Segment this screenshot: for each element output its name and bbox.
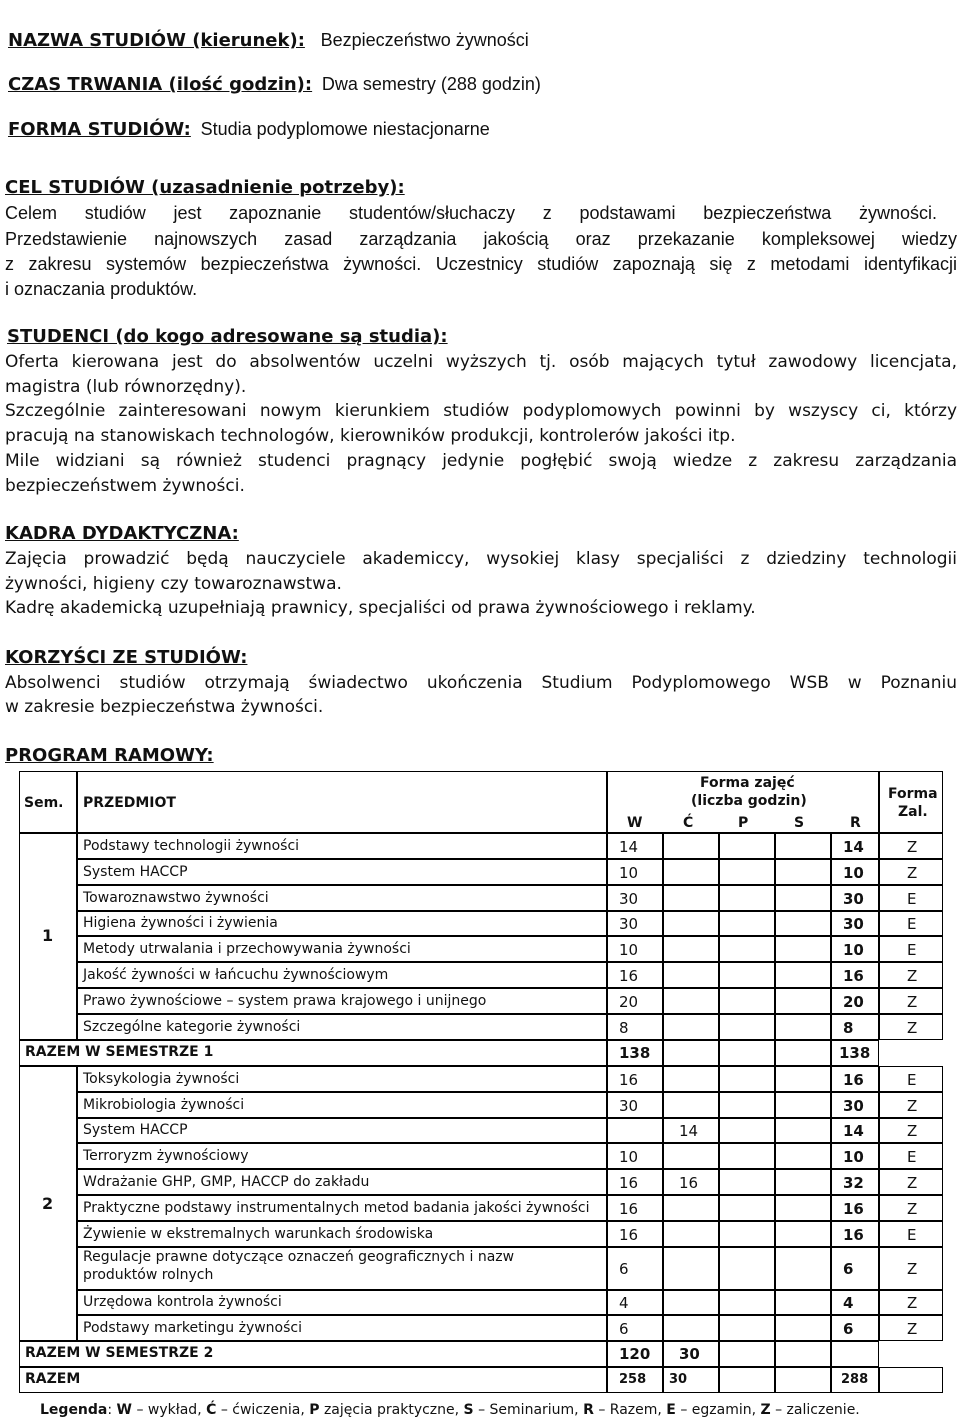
sem2-total-w: 120 bbox=[619, 1345, 651, 1363]
sem1-row-5-subject: Jakość żywności w łańcuchu żywnościowym bbox=[83, 967, 389, 983]
staff-line-2: żywności, higieny czy towaroznawstwa. bbox=[5, 574, 342, 594]
sem1-row-1-p-cell bbox=[719, 859, 775, 885]
sem2-total-p-cell bbox=[719, 1341, 775, 1367]
sem2-row-4-c: 16 bbox=[679, 1174, 699, 1192]
sem2-row-9-w-cell bbox=[607, 1315, 663, 1341]
sem2-row-1-r-cell bbox=[831, 1092, 879, 1118]
sem1-row-3-r: 30 bbox=[843, 915, 864, 933]
sem1-row-6-s-cell bbox=[775, 988, 831, 1014]
form-row bbox=[8, 119, 490, 140]
sem2-row-0-w-cell bbox=[607, 1066, 663, 1092]
sem1-row-4-r-cell bbox=[831, 936, 879, 962]
sem1-row-2-p-cell bbox=[719, 885, 775, 911]
sem2-row-7-s-cell bbox=[775, 1247, 831, 1290]
forms-header-1: Forma zajęć bbox=[700, 775, 795, 791]
grand-total-r-cell bbox=[831, 1367, 879, 1393]
grand-total-p-cell bbox=[719, 1367, 775, 1393]
students-line-1: Oferta kierowana jest do absolwentów uczelni wyższych tj. osób mających tytuł zawodowy licencjata, bbox=[5, 352, 957, 372]
sem1-row-0-w-cell bbox=[607, 833, 663, 859]
sem1-total-r-cell bbox=[831, 1040, 879, 1066]
sem2-row-1-subject: Mikrobiologia żywności bbox=[83, 1097, 245, 1113]
sem2-row-3-w: 10 bbox=[619, 1148, 639, 1166]
sem1-row-5-zal: Z bbox=[907, 967, 918, 985]
sem1-row-4-w: 10 bbox=[619, 941, 639, 959]
sem2-row-5-zal-cell bbox=[879, 1195, 943, 1221]
sem2-row-5-w: 16 bbox=[619, 1200, 639, 1218]
benefits-line-2: w zakresie bezpieczeństwa żywności. bbox=[5, 697, 324, 717]
sem1-row-7-s-cell bbox=[775, 1014, 831, 1040]
sem2-row-2-c-cell bbox=[663, 1118, 719, 1143]
sem2-row-5-zal: Z bbox=[907, 1200, 918, 1218]
sem2-row-9-s-cell bbox=[775, 1315, 831, 1341]
sem2-row-5-subject: Praktyczne podstawy instrumentalnych metod badania jakości żywności bbox=[83, 1200, 590, 1216]
sem2-row-4-zal: Z bbox=[907, 1174, 918, 1192]
sem1-row-6-zal: Z bbox=[907, 993, 918, 1011]
sem1-row-1-r: 10 bbox=[843, 864, 864, 882]
sem1-row-0-zal-cell bbox=[879, 833, 943, 859]
sem1-row-7-c-cell bbox=[663, 1014, 719, 1040]
zal-header-cell bbox=[879, 771, 943, 833]
sem1-row-0-s-cell bbox=[775, 833, 831, 859]
sem2-row-2-w-cell bbox=[607, 1118, 663, 1143]
sem2-row-4-w: 16 bbox=[619, 1174, 639, 1192]
legend-z-text: – zaliczenie. bbox=[775, 1402, 860, 1418]
sem1-row-7-w: 8 bbox=[619, 1019, 629, 1037]
sem2-row-3-r: 10 bbox=[843, 1148, 864, 1166]
sem1-row-6-w: 20 bbox=[619, 993, 639, 1011]
sem1-row-0-r-cell bbox=[831, 833, 879, 859]
grand-total-label: RAZEM bbox=[25, 1371, 81, 1387]
sem2-row-1-w-cell bbox=[607, 1092, 663, 1118]
legend-label: Legenda bbox=[40, 1402, 108, 1418]
sem1-row-4-c-cell bbox=[663, 936, 719, 962]
sem1-row-2-zal-cell bbox=[879, 885, 943, 911]
sem2-row-6-zal: E bbox=[907, 1226, 917, 1244]
staff-label: KADRA DYDAKTYCZNA: bbox=[5, 523, 239, 544]
sem1-total-w-cell bbox=[607, 1040, 663, 1066]
sem1-row-1-w-cell bbox=[607, 859, 663, 885]
sem2-row-7-w-cell bbox=[607, 1247, 663, 1290]
sem2-row-1-w: 30 bbox=[619, 1097, 639, 1115]
sem2-row-0-r-cell bbox=[831, 1066, 879, 1092]
sem1-row-2-subject: Towaroznawstwo żywności bbox=[83, 890, 269, 906]
legend-z-key: Z bbox=[760, 1402, 771, 1418]
sem2-row-2-r: 14 bbox=[843, 1122, 864, 1140]
sem1-row-3-zal: E bbox=[907, 915, 917, 933]
sem2-row-7-r-cell bbox=[831, 1247, 879, 1290]
name-row bbox=[8, 30, 529, 51]
sem1-total-label: RAZEM W SEMESTRZE 1 bbox=[25, 1044, 214, 1060]
form-label: FORMA STUDIÓW: bbox=[8, 119, 191, 140]
sem2-row-6-r-cell bbox=[831, 1221, 879, 1247]
sem2-row-0-subject-cell bbox=[77, 1066, 607, 1092]
sem2-row-6-r: 16 bbox=[843, 1226, 864, 1244]
sem2-row-1-subject-cell bbox=[77, 1092, 607, 1118]
sem2-row-5-c-cell bbox=[663, 1195, 719, 1221]
sem1-row-7-w-cell bbox=[607, 1014, 663, 1040]
sem2-row-4-r-cell bbox=[831, 1169, 879, 1195]
sem1-row-5-p-cell bbox=[719, 962, 775, 988]
grand-total-w: 258 bbox=[619, 1372, 647, 1387]
sem2-row-6-subject-cell bbox=[77, 1221, 607, 1247]
legend-c-text: – ćwiczenia, bbox=[220, 1402, 305, 1418]
sem2-row-9-w: 6 bbox=[619, 1320, 629, 1338]
sem2-row-7-subject-1: Regulacje prawne dotyczące oznaczeń geograficznych i nazw bbox=[83, 1249, 515, 1265]
sem1-row-4-s-cell bbox=[775, 936, 831, 962]
sem2-row-9-subject: Podstawy marketingu żywności bbox=[83, 1320, 303, 1336]
sem2-row-8-subject-cell bbox=[77, 1290, 607, 1315]
sem2-row-3-p-cell bbox=[719, 1143, 775, 1169]
sem2-row-3-s-cell bbox=[775, 1143, 831, 1169]
sem2-row-8-p-cell bbox=[719, 1290, 775, 1315]
sem2-row-1-zal-cell bbox=[879, 1092, 943, 1118]
goal-line-1: Celem studiów jest zapoznanie studentów/słuchaczy z podstawami bezpieczeństwa żywności. bbox=[5, 203, 937, 223]
sem1-row-0-c-cell bbox=[663, 833, 719, 859]
sem2-total-w-cell bbox=[607, 1341, 663, 1367]
sem2-row-5-subject-cell bbox=[77, 1195, 607, 1221]
sem2-row-2-zal: Z bbox=[907, 1122, 918, 1140]
sem2-total-c-cell bbox=[663, 1341, 719, 1367]
sem1-total-label-cell bbox=[19, 1040, 607, 1066]
program-label: PROGRAM RAMOWY: bbox=[5, 745, 214, 766]
staff-line-3: Kadrę akademicką uzupełniają prawnicy, specjaliści od prawa żywnościowego i reklamy. bbox=[5, 598, 756, 618]
legend-c-key: Ć bbox=[206, 1402, 217, 1418]
sem2-row-0-c-cell bbox=[663, 1066, 719, 1092]
sem1-total-s-cell bbox=[775, 1040, 831, 1066]
sem2-row-5-r-cell bbox=[831, 1195, 879, 1221]
sem1-row-4-subject-cell bbox=[77, 936, 607, 962]
sem2-row-9-p-cell bbox=[719, 1315, 775, 1341]
sem2-row-2-subject: System HACCP bbox=[83, 1122, 188, 1138]
sem2-row-5-s-cell bbox=[775, 1195, 831, 1221]
sem2-total-s-cell bbox=[775, 1341, 831, 1367]
sem1-row-5-zal-cell bbox=[879, 962, 943, 988]
zal-header-2: Zal. bbox=[898, 804, 928, 820]
sem1-row-6-subject: Prawo żywnościowe – system prawa krajowego i unijnego bbox=[83, 993, 487, 1009]
sem2-row-6-subject: Żywienie w ekstremalnych warunkach środowiska bbox=[83, 1226, 434, 1242]
sem2-row-1-zal: Z bbox=[907, 1097, 918, 1115]
sem1-row-5-w: 16 bbox=[619, 967, 639, 985]
sem2-row-7-p-cell bbox=[719, 1247, 775, 1290]
sem1-number: 1 bbox=[42, 926, 54, 946]
sem2-row-5-r: 16 bbox=[843, 1200, 864, 1218]
grand-total-c-cell bbox=[663, 1367, 719, 1393]
sem2-row-6-w-cell bbox=[607, 1221, 663, 1247]
sem1-row-6-r-cell bbox=[831, 988, 879, 1014]
forms-header-cell bbox=[607, 771, 879, 833]
legend-e-text: – egzamin, bbox=[680, 1402, 757, 1418]
sem2-row-9-subject-cell bbox=[77, 1315, 607, 1341]
sem1-row-0-p-cell bbox=[719, 833, 775, 859]
sem2-row-3-r-cell bbox=[831, 1143, 879, 1169]
sem2-total-r-cell bbox=[831, 1341, 879, 1367]
sem2-row-0-s-cell bbox=[775, 1066, 831, 1092]
sem1-row-3-w-cell bbox=[607, 911, 663, 936]
sem1-row-0-r: 14 bbox=[843, 838, 864, 856]
sem1-row-1-w: 10 bbox=[619, 864, 639, 882]
sem2-row-1-s-cell bbox=[775, 1092, 831, 1118]
sem1-row-2-r-cell bbox=[831, 885, 879, 911]
students-line-2: magistra (lub równorzędny). bbox=[5, 377, 247, 397]
sem1-row-3-c-cell bbox=[663, 911, 719, 936]
subject-header-cell bbox=[77, 771, 607, 833]
p-header: P bbox=[738, 815, 749, 831]
grand-total-c: 30 bbox=[669, 1372, 688, 1387]
legend-w-key: W bbox=[116, 1402, 132, 1418]
sem1-row-2-r: 30 bbox=[843, 890, 864, 908]
subject-header: PRZEDMIOT bbox=[83, 795, 176, 811]
sem1-row-1-zal-cell bbox=[879, 859, 943, 885]
sem2-row-4-r: 32 bbox=[843, 1174, 864, 1192]
sem2-row-4-zal-cell bbox=[879, 1169, 943, 1195]
sem2-row-6-w: 16 bbox=[619, 1226, 639, 1244]
sem1-row-1-subject-cell bbox=[77, 859, 607, 885]
sem2-row-7-c-cell bbox=[663, 1247, 719, 1290]
c-header: Ć bbox=[683, 815, 694, 831]
sem2-row-7-zal: Z bbox=[907, 1260, 918, 1278]
sem1-row-6-c-cell bbox=[663, 988, 719, 1014]
grand-total-w-cell bbox=[607, 1367, 663, 1393]
sem1-row-0-subject: Podstawy technologii żywności bbox=[83, 838, 300, 854]
sem1-row-0-w: 14 bbox=[619, 838, 639, 856]
sem2-row-5-w-cell bbox=[607, 1195, 663, 1221]
sem2-row-1-p-cell bbox=[719, 1092, 775, 1118]
sem1-row-5-c-cell bbox=[663, 962, 719, 988]
sem2-total-label-cell bbox=[19, 1341, 607, 1367]
sem2-row-1-c-cell bbox=[663, 1092, 719, 1118]
sem2-row-3-zal: E bbox=[907, 1148, 917, 1166]
sem2-row-8-w: 4 bbox=[619, 1294, 629, 1312]
sem2-row-7-zal-cell bbox=[879, 1247, 943, 1290]
sem1-row-5-s-cell bbox=[775, 962, 831, 988]
grand-total-zal-cell bbox=[879, 1367, 943, 1393]
sem2-row-0-p-cell bbox=[719, 1066, 775, 1092]
sem1-total-w: 138 bbox=[619, 1044, 651, 1062]
sem2-row-6-c-cell bbox=[663, 1221, 719, 1247]
legend-r-text: – Razem, bbox=[598, 1402, 662, 1418]
sem2-row-8-c-cell bbox=[663, 1290, 719, 1315]
sem2-row-8-w-cell bbox=[607, 1290, 663, 1315]
r-header: R bbox=[850, 815, 861, 831]
sem2-row-9-zal-cell bbox=[879, 1315, 943, 1341]
sem2-number: 2 bbox=[42, 1193, 54, 1213]
sem1-row-6-r: 20 bbox=[843, 993, 864, 1011]
students-line-6: bezpieczeństwem żywności. bbox=[5, 476, 245, 496]
sem2-row-2-p-cell bbox=[719, 1118, 775, 1143]
sem1-row-4-p-cell bbox=[719, 936, 775, 962]
name-label: NAZWA STUDIÓW (kierunek): bbox=[8, 30, 305, 51]
goal-label: CEL STUDIÓW (uzasadnienie potrzeby): bbox=[5, 177, 405, 198]
sem1-row-1-s-cell bbox=[775, 859, 831, 885]
sem-header-cell bbox=[19, 771, 77, 833]
sem2-row-4-c-cell bbox=[663, 1169, 719, 1195]
legend-s-text: – Seminarium, bbox=[478, 1402, 579, 1418]
goal-line-4: i oznaczania produktów. bbox=[5, 279, 198, 299]
sem2-row-9-r: 6 bbox=[843, 1320, 854, 1338]
sem1-row-6-w-cell bbox=[607, 988, 663, 1014]
legend: Legenda: W – wykład, Ć – ćwiczenia, P zajęcia praktyczne, S – Seminarium, R – Razem, E – egzamin, Z – zaliczenie. bbox=[40, 1402, 860, 1418]
sem2-row-0-zal: E bbox=[907, 1071, 917, 1089]
grand-total-label-cell bbox=[19, 1367, 607, 1393]
sem2-row-0-r: 16 bbox=[843, 1071, 864, 1089]
sem2-row-0-w: 16 bbox=[619, 1071, 639, 1089]
sem2-row-9-r-cell bbox=[831, 1315, 879, 1341]
goal-line-2: Przedstawienie najnowszych zasad zarządzania jakością oraz przekazanie kompleksowej wiedzy bbox=[5, 229, 957, 249]
sem1-total-c-cell bbox=[663, 1040, 719, 1066]
sem1-row-3-p-cell bbox=[719, 911, 775, 936]
sem1-row-3-w: 30 bbox=[619, 915, 639, 933]
legend-e-key: E bbox=[666, 1402, 676, 1418]
sem1-row-2-s-cell bbox=[775, 885, 831, 911]
sem2-row-2-subject-cell bbox=[77, 1118, 607, 1143]
sem2-row-6-p-cell bbox=[719, 1221, 775, 1247]
students-line-5: Mile widziani są również studenci pragnący jedynie pogłębić swoją wiedze z zakresu zarządzania bbox=[5, 451, 957, 471]
sem1-row-2-c-cell bbox=[663, 885, 719, 911]
sem1-row-2-w: 30 bbox=[619, 890, 639, 908]
grand-total-r: 288 bbox=[841, 1372, 869, 1387]
s-header: S bbox=[794, 815, 805, 831]
sem1-row-6-subject-cell bbox=[77, 988, 607, 1014]
sem1-row-3-s-cell bbox=[775, 911, 831, 936]
sem1-row-5-subject-cell bbox=[77, 962, 607, 988]
name-value: Bezpieczeństwo żywności bbox=[320, 30, 529, 50]
duration-label: CZAS TRWANIA (ilość godzin): bbox=[8, 74, 313, 95]
sem2-row-4-w-cell bbox=[607, 1169, 663, 1195]
sem2-row-9-c-cell bbox=[663, 1315, 719, 1341]
sem1-row-3-zal-cell bbox=[879, 911, 943, 936]
sem1-row-7-p-cell bbox=[719, 1014, 775, 1040]
sem1-total-r: 138 bbox=[839, 1044, 871, 1062]
sem2-row-6-s-cell bbox=[775, 1221, 831, 1247]
students-line-4: pracują na stanowiskach technologów, kierowników produkcji, kontrolerów jakości itp. bbox=[5, 426, 736, 446]
sem2-row-4-s-cell bbox=[775, 1169, 831, 1195]
sem2-row-2-r-cell bbox=[831, 1118, 879, 1143]
legend-r-key: R bbox=[583, 1402, 594, 1418]
sem1-total-p-cell bbox=[719, 1040, 775, 1066]
sem2-row-7-subject-cell bbox=[77, 1247, 607, 1290]
sem2-row-8-subject: Urzędowa kontrola żywności bbox=[83, 1294, 282, 1310]
sem2-row-1-r: 30 bbox=[843, 1097, 864, 1115]
legend-p-text: zajęcia praktyczne, bbox=[323, 1402, 460, 1418]
legend-s-key: S bbox=[463, 1402, 474, 1418]
sem2-total-label: RAZEM W SEMESTRZE 2 bbox=[25, 1345, 214, 1361]
sem1-row-1-c-cell bbox=[663, 859, 719, 885]
sem2-total-c: 30 bbox=[679, 1345, 700, 1363]
sem1-row-5-r: 16 bbox=[843, 967, 864, 985]
sem2-row-4-subject-cell bbox=[77, 1169, 607, 1195]
sem2-row-8-s-cell bbox=[775, 1290, 831, 1315]
w-header: W bbox=[627, 815, 643, 831]
students-line-3: Szczególnie zainteresowani nowym kierunkiem studiów podyplomowych powinni by wszyscy ci, którzy bbox=[5, 401, 957, 421]
sem2-row-7-w: 6 bbox=[619, 1260, 629, 1278]
sem-header: Sem. bbox=[24, 795, 64, 811]
sem2-row-2-c: 14 bbox=[679, 1122, 699, 1140]
staff-line-1: Zajęcia prowadzić będą nauczyciele akademiccy, wysokiej klasy specjaliści z dziedziny technologii bbox=[5, 549, 957, 569]
sem2-row-3-c-cell bbox=[663, 1143, 719, 1169]
sem1-row-4-zal: E bbox=[907, 941, 917, 959]
sem1-row-7-zal-cell bbox=[879, 1014, 943, 1040]
sem1-row-4-zal-cell bbox=[879, 936, 943, 962]
sem2-row-6-zal-cell bbox=[879, 1221, 943, 1247]
sem2-row-2-s-cell bbox=[775, 1118, 831, 1143]
sem1-row-6-p-cell bbox=[719, 988, 775, 1014]
sem1-row-4-w-cell bbox=[607, 936, 663, 962]
grand-total-s-cell bbox=[775, 1367, 831, 1393]
sem1-row-1-r-cell bbox=[831, 859, 879, 885]
sem2-row-9-zal: Z bbox=[907, 1320, 918, 1338]
students-label: STUDENCI (do kogo adresowane są studia): bbox=[7, 326, 448, 347]
forms-header-2: (liczba godzin) bbox=[691, 793, 807, 809]
sem1-row-2-w-cell bbox=[607, 885, 663, 911]
sem1-row-3-r-cell bbox=[831, 911, 879, 936]
goal-line-3: z zakresu systemów bezpieczeństwa żywności. Uczestnicy studiów zapoznają się z metodami identyfikacji bbox=[5, 254, 957, 274]
sem2-row-3-subject-cell bbox=[77, 1143, 607, 1169]
sem1-row-2-subject-cell bbox=[77, 885, 607, 911]
sem2-row-2-zal-cell bbox=[879, 1118, 943, 1143]
sem2-row-8-zal-cell bbox=[879, 1290, 943, 1315]
sem1-row-5-w-cell bbox=[607, 962, 663, 988]
sem1-row-0-zal: Z bbox=[907, 838, 918, 856]
sem2-row-4-subject: Wdrażanie GHP, GMP, HACCP do zakładu bbox=[83, 1174, 370, 1190]
sem2-row-3-subject: Terroryzm żywnościowy bbox=[83, 1148, 249, 1164]
sem2-row-7-subject-2: produktów rolnych bbox=[83, 1267, 214, 1283]
sem2-row-8-r-cell bbox=[831, 1290, 879, 1315]
sem2-row-4-p-cell bbox=[719, 1169, 775, 1195]
duration-row bbox=[8, 74, 541, 95]
sem1-row-5-r-cell bbox=[831, 962, 879, 988]
sem2-row-0-zal-cell bbox=[879, 1066, 943, 1092]
sem2-number-cell bbox=[19, 1066, 77, 1341]
sem1-row-3-subject-cell bbox=[77, 911, 607, 936]
sem1-row-6-zal-cell bbox=[879, 988, 943, 1014]
sem2-row-5-p-cell bbox=[719, 1195, 775, 1221]
sem1-row-1-zal: Z bbox=[907, 864, 918, 882]
form-value: Studia podyplomowe niestacjonarne bbox=[200, 119, 490, 139]
sem1-row-4-r: 10 bbox=[843, 941, 864, 959]
sem2-row-3-zal-cell bbox=[879, 1143, 943, 1169]
duration-value: Dwa semestry (288 godzin) bbox=[321, 74, 541, 94]
benefits-line-1: Absolwenci studiów otrzymają świadectwo ukończenia Studium Podyplomowego WSB w Poznaniu bbox=[5, 673, 957, 693]
sem1-row-0-subject-cell bbox=[77, 833, 607, 859]
sem1-row-7-r-cell bbox=[831, 1014, 879, 1040]
legend-p-key: P bbox=[309, 1402, 320, 1418]
sem1-row-4-subject: Metody utrwalania i przechowywania żywności bbox=[83, 941, 411, 957]
sem1-number-cell bbox=[19, 833, 77, 1040]
sem1-row-7-zal: Z bbox=[907, 1019, 918, 1037]
sem1-row-2-zal: E bbox=[907, 890, 917, 908]
sem1-row-7-subject: Szczególne kategorie żywności bbox=[83, 1019, 301, 1035]
sem2-row-8-zal: Z bbox=[907, 1294, 918, 1312]
sem1-row-3-subject: Higiena żywności i żywienia bbox=[83, 915, 278, 931]
sem2-row-7-r: 6 bbox=[843, 1260, 854, 1278]
sem2-row-8-r: 4 bbox=[843, 1294, 854, 1312]
sem1-row-7-r: 8 bbox=[843, 1019, 854, 1037]
legend-w-text: – wykład, bbox=[136, 1402, 202, 1418]
benefits-label: KORZYŚCI ZE STUDIÓW: bbox=[5, 647, 248, 668]
zal-header-1: Forma bbox=[888, 786, 938, 802]
sem1-row-1-subject: System HACCP bbox=[83, 864, 188, 880]
sem1-row-7-subject-cell bbox=[77, 1014, 607, 1040]
sem2-row-3-w-cell bbox=[607, 1143, 663, 1169]
sem2-row-0-subject: Toksykologia żywności bbox=[83, 1071, 240, 1087]
